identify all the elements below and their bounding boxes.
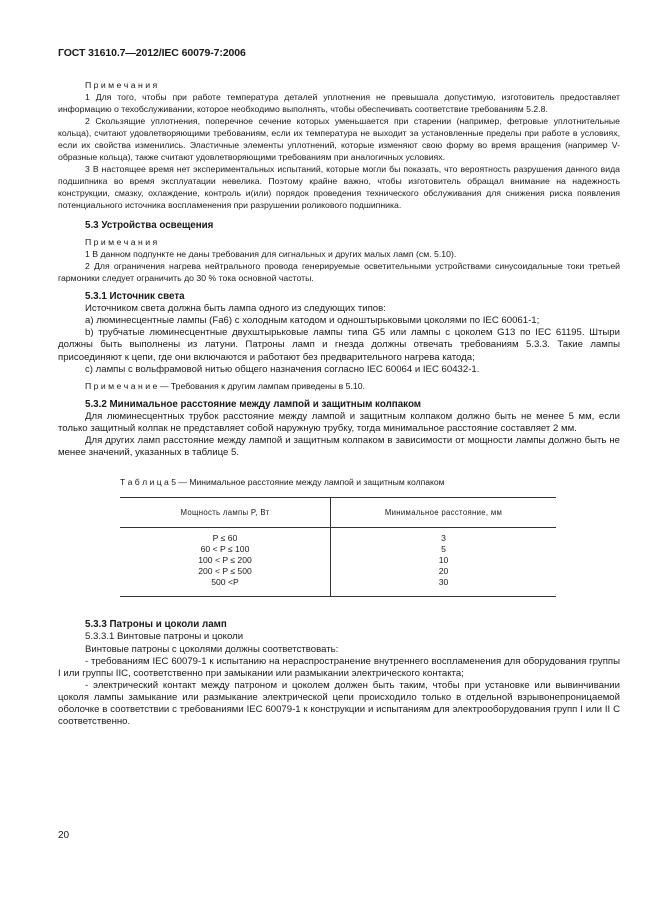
table-caption-label: Т а б л и ц а xyxy=(120,477,169,488)
table-header-row xyxy=(120,498,556,528)
subsection-heading: 5.3.3.1 Винтовые патроны и цоколи xyxy=(85,631,244,643)
cell-distance: 3 xyxy=(441,533,446,544)
cell-distance: 10 xyxy=(438,555,449,566)
document-header: ГОСТ 31610.7—2012/IEC 60079-7:2006 xyxy=(58,47,246,59)
note-label: П р и м е ч а н и е xyxy=(85,380,158,391)
notes-title: П р и м е ч а н и я xyxy=(85,237,158,248)
table-row xyxy=(120,528,556,545)
section-5-3-2-heading: 5.3.2 Минимальное расстояние между лампой и защитным колпаком xyxy=(85,398,422,410)
table-caption xyxy=(120,476,620,488)
list-item: - требованиям IEC 60079-1 к испытанию на нераспространение внутреннего воспламенения для оборудования группы I или группы IIC, соответственно при замыкании или размыкании электрического контакта; xyxy=(58,655,620,679)
cell-distance: 5 xyxy=(441,544,446,555)
note-inline xyxy=(58,380,620,392)
note-2: 2 Для ограничения нагрева нейтрального провода генерируемые осветительными устройствами синусоидальные токи третьей гармоники следует ограничить до 30 % тока основной частоты. xyxy=(58,261,620,284)
section-5-3-3-heading: 5.3.3 Патроны и цоколи ламп xyxy=(85,619,227,631)
note-text: — Требования к другим лампам приведены в 5.10. xyxy=(157,380,365,391)
document-body xyxy=(58,79,620,728)
table-row xyxy=(120,544,556,555)
notes-block-2 xyxy=(58,236,620,284)
paragraph: Для люминесцентных трубок расстояние между лампой и защитным колпаком должно быть не менее 5 мм, если только защитный колпак не представляет собой наружную трубку, тогда минимальное расстояние составляет 2 мм. xyxy=(58,410,620,434)
list-item: - электрический контакт между патроном и цоколем должен быть таким, чтобы при установке или вывинчивании цоколя лампы замыкание или размыкание электрической цепи происходило только в отдельной взрывонепроницаемой оболочке в соответствии с требованиями IEC 60079-1 к конструкции и испытаниям для электрооборудования групп I или II C соответственно. xyxy=(58,679,620,728)
note-2: 2 Скользящие уплотнения, поперечное сечение которых уменьшается при старении (например, фетровые уплотнительные кольца), считают удовлетворяющими требованиям, если их температура не выходит за установленные пределы при работе в условиях, если их свойства изменились. Эластичные элементы уплотнений, которые изменяют свою форму во время вращения (например V-образные кольца), также считают удовлетворяющими требованиям при аналогичных условиях. xyxy=(58,116,620,162)
note-3: 3 В настоящее время нет экспериментальных испытаний, которые могли бы показать, что вероятность разрушения данного вида подшипника во время эксплуатации невелика. Поэтому крайне важно, чтобы изготовитель обращал внимание на надежность конструкции, смазку, охлаждение, контроль и(или) порядок проведения технического обслуживания для снижения риска появления потенциального источника воспламенения при разрушении роликового подшипника. xyxy=(58,164,620,210)
column-header-power: Мощность лампы P, Вт xyxy=(120,498,331,528)
paragraph: Для других ламп расстояние между лампой и защитным колпаком в зависимости от мощности лампы должно быть не менее значений, указанных в таблице 5. xyxy=(58,435,620,459)
cell-power: 60 < P ≤ 100 xyxy=(120,544,331,555)
notes-title: П р и м е ч а н и я xyxy=(85,80,158,90)
paragraph: Винтовые патроны с цоколями должны соответствовать: xyxy=(85,643,339,655)
cell-power: 200 < P ≤ 500 xyxy=(120,566,331,577)
page-number: 20 xyxy=(58,830,70,841)
column-header-distance: Минимальное расстояние, мм xyxy=(331,498,557,528)
section-5-3-heading: 5.3 Устройства освещения xyxy=(85,220,214,231)
list-item-b: b) трубчатые люминесцентные двухштырьковые лампы типа G5 или лампы с цоколем G13 по IEC 61195. Штыри должны быть выполнены из латуни. Патроны ламп и гнезда должны отвечать требованиям 5.3.3. Такие лампы присоединяют к цепи, где они включаются и работают без предварительного нагрева катода; xyxy=(58,327,620,363)
note-1: 1 В данном подпункте не даны требования для сигнальных и других малых ламп (см. 5.10). xyxy=(85,249,457,260)
cell-power: 100 < P ≤ 200 xyxy=(120,555,331,566)
cell-distance: 20 xyxy=(438,566,449,577)
table-row xyxy=(120,555,556,566)
table-row xyxy=(120,566,556,577)
table-5 xyxy=(120,497,556,597)
notes-block-1 xyxy=(58,79,620,211)
list-item-a: а) люминесцентные лампы (Fa6) с холодным катодом и одноштырьковыми цоколями по IEC 60061-1; xyxy=(85,315,540,327)
paragraph: Источником света должна быть лампа одного из следующих типов: xyxy=(85,303,386,315)
section-5-3-1-heading: 5.3.1 Источник света xyxy=(85,291,185,303)
cell-power: 500 <P xyxy=(120,577,331,597)
cell-power: P ≤ 60 xyxy=(120,528,331,545)
table-row xyxy=(120,577,556,597)
list-item-c: с) лампы с вольфрамовой нитью общего назначения согласно IEC 60064 и IEC 60432-1. xyxy=(85,363,480,375)
note-1: 1 Для того, чтобы при работе температура деталей уплотнения не превышала допустимую, изготовитель предоставляет информацию о техобслуживании, которое необходимо выполнять, чтобы обеспечивать соответствие требованиям 5.2.8. xyxy=(58,92,620,114)
table-caption-text: 5 — Минимальное расстояние между лампой и защитным колпаком xyxy=(171,477,445,488)
cell-distance: 30 xyxy=(331,577,557,597)
